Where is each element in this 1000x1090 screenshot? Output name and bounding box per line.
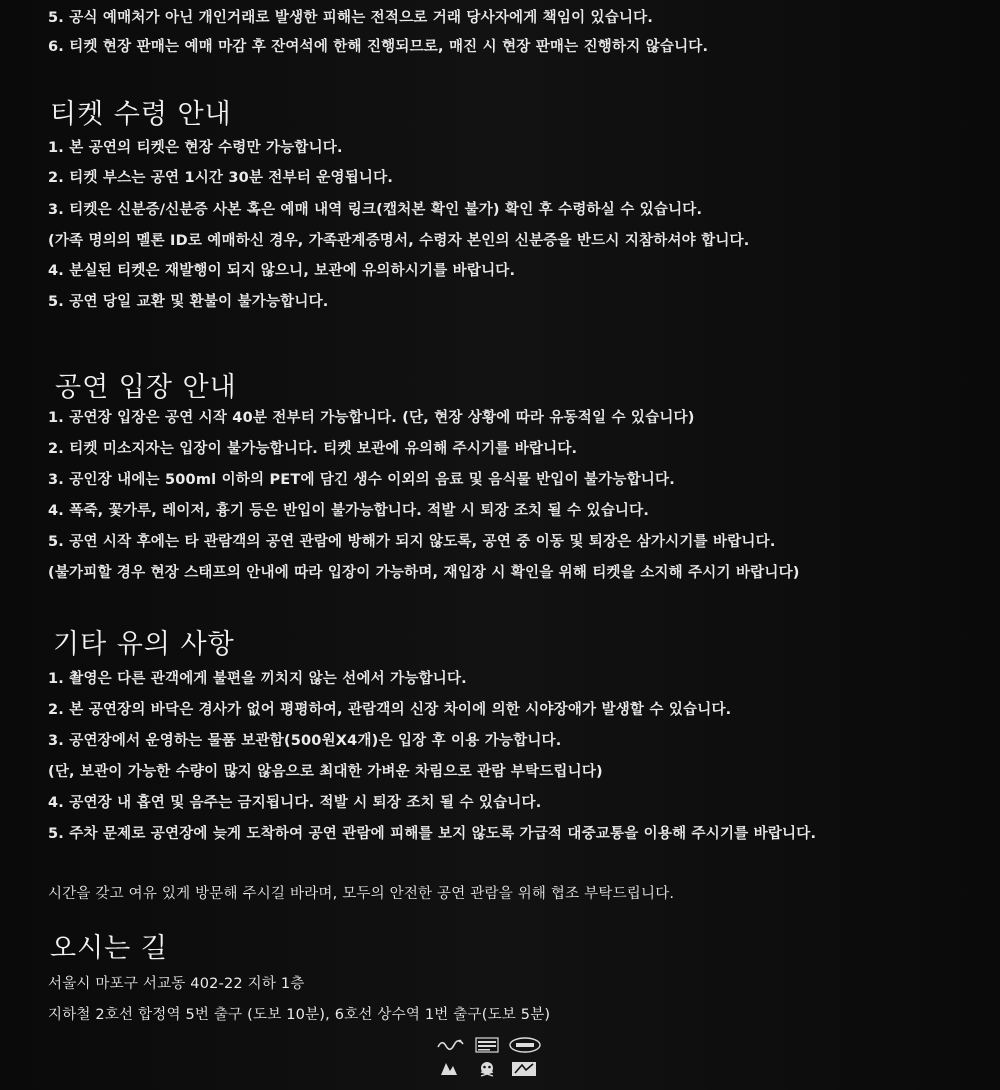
- section-title-other: 기타 유의 사항: [53, 629, 235, 660]
- other-item: 2. 본 공연장의 바닥은 경사가 없어 평평하여, 관람객의 신장 차이에 의한 시야장애가 발생할 수 있습니다.: [48, 702, 732, 718]
- ticket-pickup-item: 1. 본 공연의 티켓은 현장 수령만 가능합니다.: [48, 140, 343, 156]
- sponsor-logo-6: [510, 1060, 538, 1078]
- directions-address: 서울시 마포구 서교동 402-22 지하 1층: [48, 976, 305, 992]
- entry-item: 3. 공인장 내에는 500ml 이하의 PET에 담긴 생수 이외의 음료 및 음식물 반입이 불가능합니다.: [48, 472, 675, 488]
- other-item: 3. 공연장에서 운영하는 물품 보관함(500원X4개)은 입장 후 이용 가능합니다.: [48, 733, 562, 749]
- sponsor-logo-1: [436, 1036, 466, 1052]
- ticket-pickup-item: (가족 명의의 멜론 ID로 예매하신 경우, 가족관계증명서, 수령자 본인의 신분증을 반드시 지참하셔야 합니다.: [48, 233, 750, 249]
- section-title-entry: 공연 입장 안내: [55, 372, 237, 403]
- ticket-pickup-item: 3. 티켓은 신분증/신분증 사본 혹은 예매 내역 링크(캡처본 확인 불가) 확인 후 수령하실 수 있습니다.: [48, 202, 703, 218]
- ticket-pickup-item: 5. 공연 당일 교환 및 환불이 불가능합니다.: [48, 294, 329, 310]
- ticket-pickup-item: 2. 티켓 부스는 공연 1시간 30분 전부터 운영됩니다.: [48, 170, 394, 186]
- entry-item: 2. 티켓 미소지자는 입장이 불가능합니다. 티켓 보관에 유의해 주시기를 바랍니다.: [48, 441, 578, 457]
- other-item: 1. 촬영은 다른 관객에게 불편을 끼치지 않는 선에서 가능합니다.: [48, 671, 467, 687]
- entry-item: (불가피할 경우 현장 스태프의 안내에 따라 입장이 가능하며, 재입장 시 확인을 위해 티켓을 소지해 주시기 바랍니다): [48, 565, 800, 581]
- sponsor-logo-2: [474, 1036, 500, 1054]
- entry-item: 5. 공연 시작 후에는 타 관람객의 공연 관람에 방해가 되지 않도록, 공연 중 이동 및 퇴장은 삼가시기를 바랍니다.: [48, 534, 776, 550]
- entry-item: 1. 공연장 입장은 공연 시작 40분 전부터 가능합니다. (단, 현장 상황에 따라 유동적일 수 있습니다): [48, 410, 695, 426]
- sponsor-logo-3: [508, 1036, 542, 1054]
- closing-message: 시간을 갖고 여유 있게 방문해 주시길 바라며, 모두의 안전한 공연 관람을 위해 협조 부탁드립니다.: [48, 886, 675, 902]
- ticket-pickup-item: 4. 분실된 티켓은 재발행이 되지 않으니, 보관에 유의하시기를 바랍니다.: [48, 263, 516, 279]
- other-item: (단, 보관이 가능한 수량이 많지 않음으로 최대한 가벼운 차림으로 관람 부탁드립니다): [48, 764, 603, 780]
- sponsor-logos: [436, 1036, 546, 1082]
- directions-transit: 지하철 2호선 합정역 5번 출구 (도보 10분), 6호선 상수역 1번 출구(도보 5분): [48, 1007, 551, 1023]
- sponsor-logo-4: [438, 1060, 460, 1078]
- section-title-directions: 오시는 길: [50, 933, 168, 964]
- other-item: 4. 공연장 내 흡연 및 음주는 금지됩니다. 적발 시 퇴장 조치 될 수 있습니다.: [48, 795, 542, 811]
- other-item: 5. 주차 문제로 공연장에 늦게 도착하여 공연 관람에 피해를 보지 않도록 가급적 대중교통을 이용해 주시기를 바랍니다.: [48, 826, 817, 842]
- entry-item: 4. 폭죽, 꽃가루, 레이저, 흉기 등은 반입이 불가능합니다. 적발 시 퇴장 조치 될 수 있습니다.: [48, 503, 650, 519]
- sponsor-logo-5: [476, 1060, 498, 1078]
- section-title-ticket-pickup: 티켓 수령 안내: [50, 99, 232, 130]
- top-note-6: 6. 티켓 현장 판매는 예매 마감 후 잔여석에 한해 진행되므로, 매진 시 현장 판매는 진행하지 않습니다.: [48, 39, 709, 55]
- top-note-5: 5. 공식 예매처가 아닌 개인거래로 발생한 피해는 전적으로 거래 당사자에게 책임이 있습니다.: [48, 10, 654, 26]
